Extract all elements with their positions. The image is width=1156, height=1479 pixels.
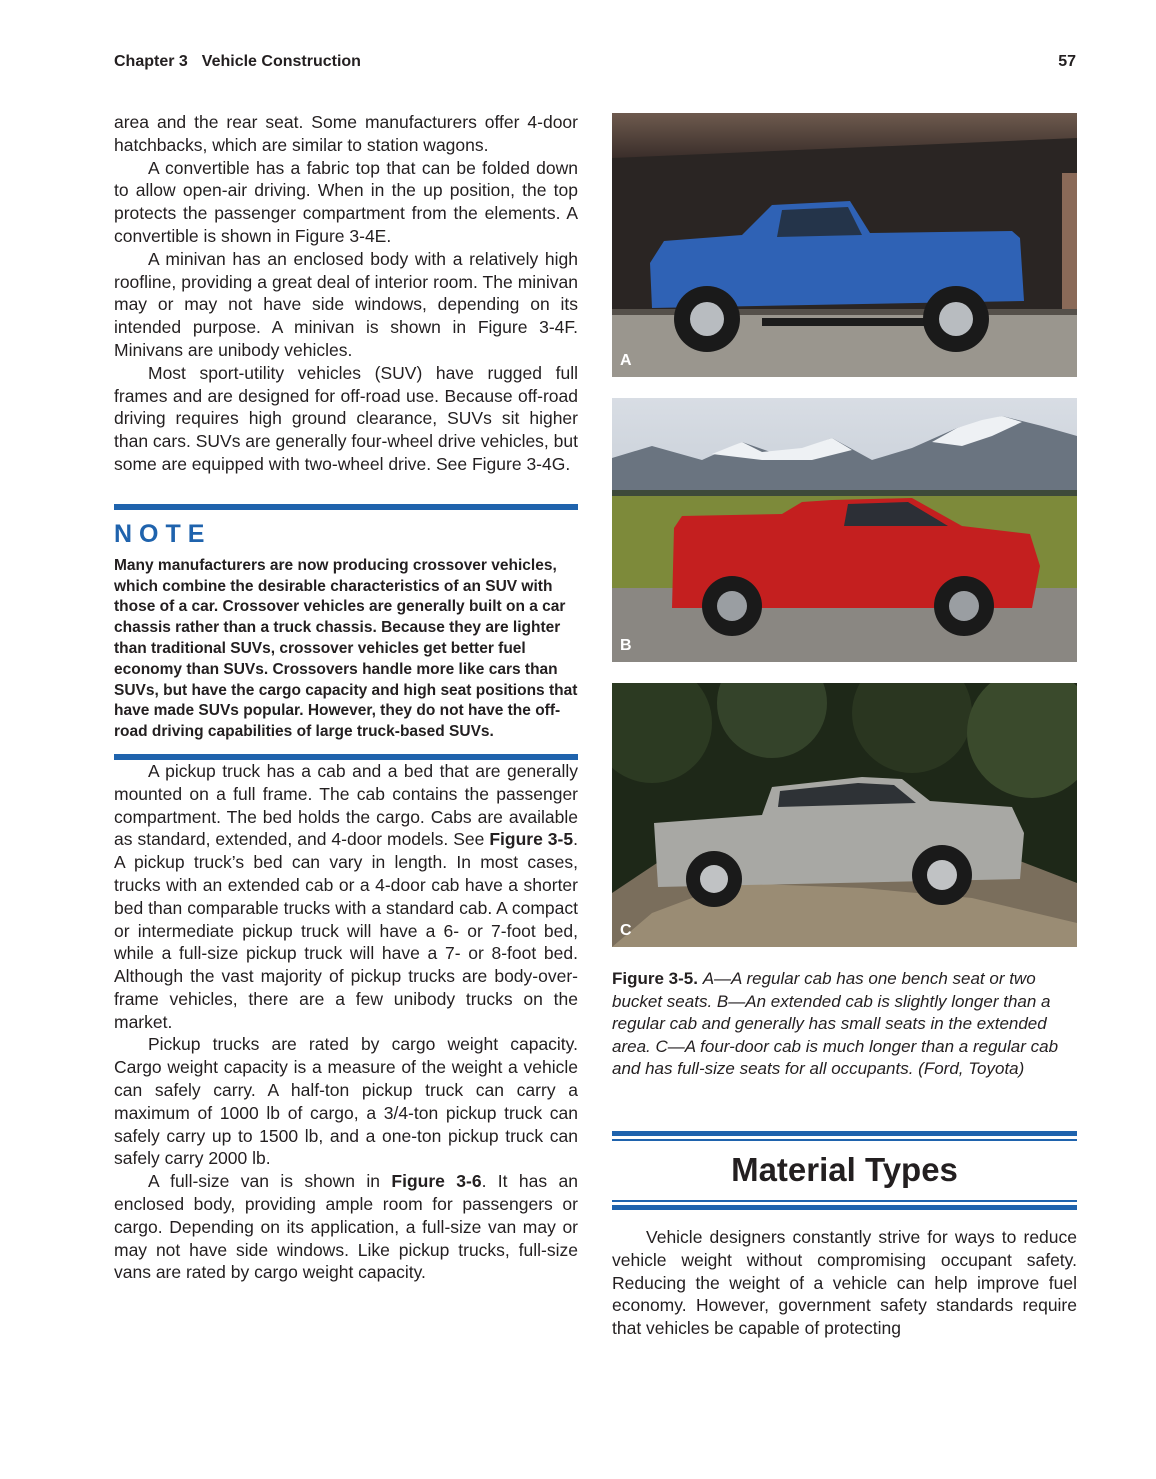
figure-caption-text: A—A regular cab has one bench seat or two bucket seats. B—An extended cab is slightly longer than a regular cab and generally has small seats in the extended area. C—A four-door cab is much longer than a regular cab and has full-size seats for all occupants. (Ford, Toyota): [612, 969, 1059, 1079]
paragraph-van: [114, 1170, 578, 1284]
pickup-text-end: . A pickup truck’s bed can vary in length. In most cases, trucks with an extended cab or a 4-door cab have a shorter bed than comparable trucks with a standard cab. A compact or intermediate pickup truck will have a 6- or 7-foot bed, while a full-size pickup truck will have a 7- or 8-foot bed. Although the vast majority of pickup trucks are body-over-frame vehicles, there are a few unibody trucks on the market.: [114, 829, 578, 1032]
figure-caption-id: Figure 3-5.: [612, 969, 698, 988]
truck-a-window: [777, 207, 862, 237]
heading-rule-bottom-thin: [612, 1200, 1077, 1202]
paragraph-convertible: A convertible has a fabric top that can be folded down to allow open-air driving. When in the up position, the top protects the passenger compartment from the elements. A convertible is shown in Figure 3-4E.: [114, 157, 578, 246]
left-column: [114, 111, 578, 1284]
paragraph-pickup: [114, 760, 578, 1034]
figure-3-6-reference: Figure 3-6: [391, 1171, 482, 1192]
van-text-end: . It has an enclosed body, providing ample room for passengers or cargo. Depending on its application, a full-size van may or may not have side windows. Like pickup trucks, full-size vans are rated by cargo weight capacity.: [114, 1171, 578, 1283]
paragraph-minivan: A minivan has an enclosed body with a relatively high roofline, providing a great deal of interior room. The minivan may or may not have side windows, depending on its intended purpose. A minivan is shown in Figure 3-4F. Minivans are unibody vehicles.: [114, 248, 578, 360]
van-text-start: A full-size van is shown in: [148, 1171, 392, 1192]
chapter-title: Vehicle Construction: [201, 53, 361, 70]
figure-3-5-reference: Figure 3-5: [489, 829, 574, 850]
paragraph-material-types: Vehicle designers constantly strive for ways to reduce vehicle weight without compromising occupant safety. Reducing the weight of a vehicle can help improve fuel economy. However, government safety standards require that vehicles be capable of protecting: [612, 1226, 1077, 1339]
photo-label-b: B: [620, 637, 632, 654]
running-header: [114, 53, 375, 71]
pickup-text-start: A pickup truck has a cab and a bed that are generally mounted on a full frame. The cab contains the passenger compartment. The bed holds the cargo. Cabs are available as standard, extended, and 4-door models. See: [114, 760, 578, 850]
section-heading-block: [612, 1131, 1077, 1210]
paragraph-hatchback: area and the rear seat. Some manufacturers offer 4-door hatchbacks, which are similar to station wagons.: [114, 112, 578, 155]
paragraph-cargo-capacity: Pickup trucks are rated by cargo weight capacity. Cargo weight capacity is a measure of the weight a vehicle can safely carry. A half-ton pickup truck can carry a maximum of 1000 lb of cargo, a 3/4-ton pickup truck can safely carry up to 1500 lb, and a one-ton pickup truck can safely carry 2000 lb.: [114, 1034, 578, 1169]
figure-photo-c: [612, 683, 1077, 947]
figure-photo-b: [612, 398, 1077, 662]
extended-cab-truck-photo: [612, 398, 1077, 662]
figure-caption: [612, 968, 1077, 1081]
page-number: 57: [1058, 53, 1076, 70]
note-title: NOTE: [114, 519, 212, 548]
section-title: Material Types: [731, 1150, 958, 1188]
paragraph-suv: Most sport-utility vehicles (SUV) have rugged full frames and are designed for off-road use. Because off-road driving requires high ground clearance, SUVs sit higher than cars. SUVs are generally four-wheel drive vehicles, but some are equipped with two-wheel drive. See Figure 3-4G.: [114, 362, 578, 474]
figure-photo-a: [612, 113, 1077, 377]
right-column: [612, 113, 1077, 1340]
note-box: [114, 504, 578, 760]
four-door-cab-truck-photo: [612, 683, 1077, 947]
chapter-number: Chapter 3: [114, 53, 188, 70]
photo-label-a: A: [620, 352, 632, 369]
note-text: Many manufacturers are now producing crossover vehicles, which combine the desirable characteristics of an SUV with those of a car. Crossover vehicles are generally built on a car chassis rather than a truck chassis. Because they are lighter than traditional SUVs, crossover vehicles get better fuel economy than SUVs. Crossovers handle more like cars than SUVs, but have the cargo capacity and high seat positions that have made SUVs popular. However, they do not have the off-road driving capabilities of large truck-based SUVs.: [114, 556, 578, 741]
regular-cab-truck-photo: [612, 113, 1077, 377]
heading-rule-top: [612, 1131, 1077, 1136]
heading-rule-bottom: [612, 1205, 1077, 1210]
photo-label-c: C: [620, 922, 632, 939]
